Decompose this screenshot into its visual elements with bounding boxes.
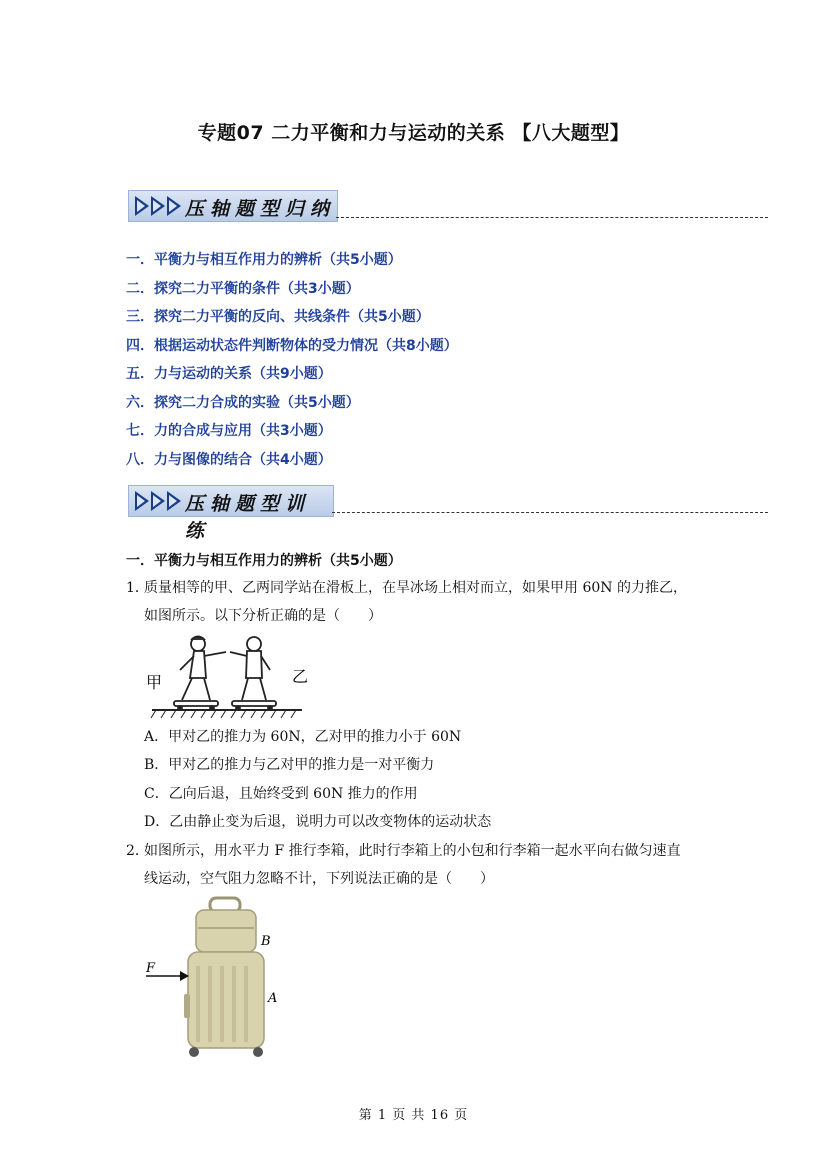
option-c[interactable]: C．乙向后退，且始终受到 60N 推力的作用 — [144, 786, 418, 802]
arrow-icon — [167, 491, 181, 511]
summary-banner — [128, 190, 768, 226]
label-f: F — [146, 961, 156, 976]
banner-label: 压轴题型归纳 — [185, 198, 336, 220]
suitcase — [184, 952, 264, 1057]
banner-box — [128, 485, 334, 542]
luggage-figure — [140, 896, 290, 1061]
arrow-icon — [135, 491, 149, 511]
dashed-divider — [336, 217, 768, 218]
page-title: 专题07 二力平衡和力与运动的关系 【八大题型】 — [197, 122, 630, 144]
toc-item[interactable]: 八．力与图像的结合（共4小题） — [126, 451, 332, 468]
label-b: B — [261, 934, 271, 949]
table-of-contents — [126, 250, 458, 478]
banner-box — [128, 190, 338, 222]
option-d[interactable]: D．乙由静止变为后退，说明力可以改变物体的运动状态 — [144, 814, 492, 830]
option-b[interactable]: B．甲对乙的推力与乙对甲的推力是一对平衡力 — [144, 757, 435, 773]
label-jia: 甲 — [146, 673, 163, 692]
skaters-figure — [146, 630, 316, 722]
toc-item[interactable]: 二．探究二力平衡的条件（共3小题） — [126, 280, 360, 297]
question-1 — [126, 578, 687, 598]
question-2 — [126, 841, 681, 861]
toc-item[interactable]: 七．力的合成与应用（共3小题） — [126, 423, 332, 439]
question-number: 2． — [126, 843, 149, 859]
question-2-line2: 线运动，空气阻力忽略不计，下列说法正确的是（ ） — [144, 871, 494, 887]
toc-item[interactable]: 一．平衡力与相互作用力的辨析（共5小题） — [126, 252, 402, 268]
arrow-icon — [151, 196, 165, 216]
banner-label: 压轴题型训练 — [185, 493, 311, 542]
toc-item[interactable]: 五．力与运动的关系（共9小题） — [126, 366, 332, 382]
skater-yi — [230, 637, 276, 710]
page-footer: 第 1 页 共 16 页 — [358, 1108, 469, 1123]
question-text: 如图所示，用水平力 F 推行李箱，此时行李箱上的小包和行李箱一起水平向右做匀速直 — [144, 843, 681, 859]
question-number: 1． — [126, 580, 149, 596]
label-a: A — [268, 991, 278, 1006]
section-heading: 一．平衡力与相互作用力的辨析（共5小题） — [126, 553, 402, 569]
question-1-line2: 如图所示。以下分析正确的是（ ） — [144, 608, 382, 624]
toc-item[interactable]: 六．探究二力合成的实验（共5小题） — [126, 394, 360, 411]
dashed-divider — [332, 512, 768, 513]
option-a[interactable]: A．甲对乙的推力为 60N，乙对甲的推力小于 60N — [144, 729, 462, 745]
arrow-icon — [167, 196, 181, 216]
small-bag — [196, 898, 256, 952]
toc-item[interactable]: 四．根据运动状态件判断物体的受力情况（共8小题） — [126, 337, 458, 354]
arrow-icon — [135, 196, 149, 216]
arrow-icon — [151, 491, 165, 511]
toc-item[interactable]: 三．探究二力平衡的反向、共线条件（共5小题） — [126, 309, 430, 325]
skater-jia — [174, 637, 226, 711]
label-yi: 乙 — [292, 667, 309, 686]
training-banner — [128, 485, 768, 542]
question-text: 质量相等的甲、乙两同学站在滑板上，在旱冰场上相对而立，如果甲用 60N 的力推乙， — [144, 580, 687, 596]
